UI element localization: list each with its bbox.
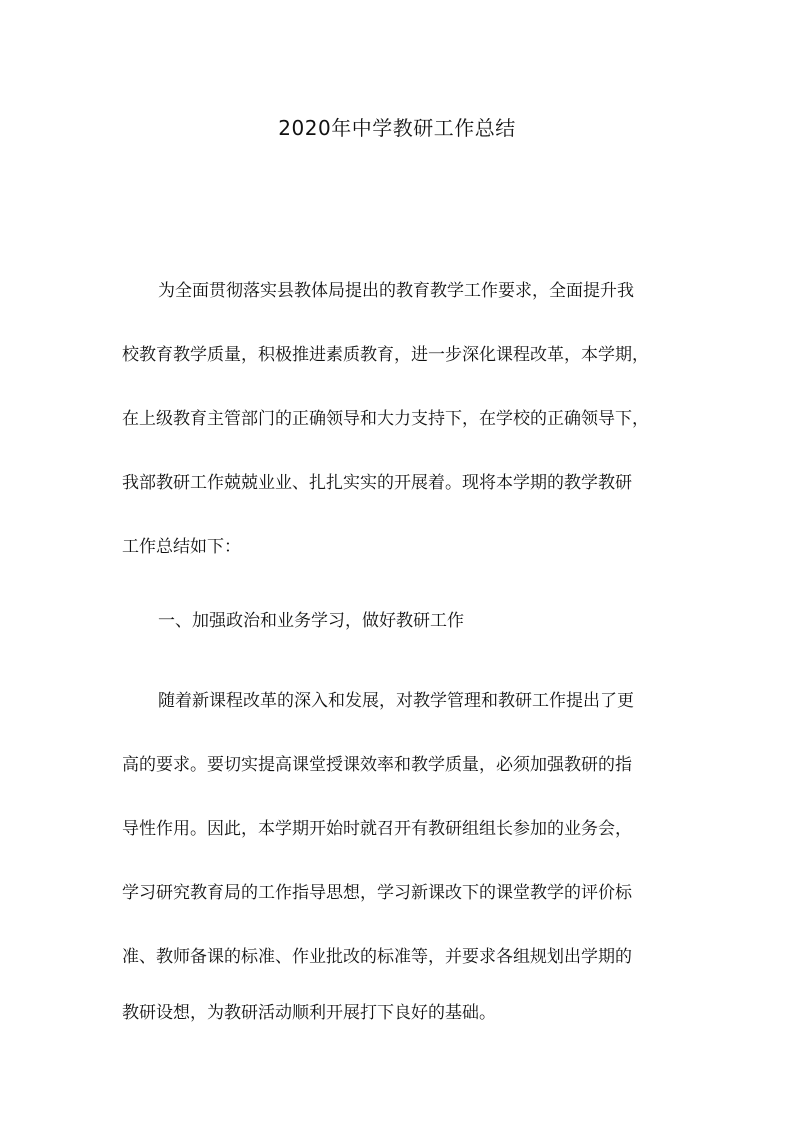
paragraph-2-line-3: 导性作用。因此，本学期开始时就召开有教研组组长参加的业务会，: [122, 819, 632, 839]
paragraph-1-line-5: 工作总结如下：: [122, 537, 241, 557]
paragraph-2-line-2: 高的要求。要切实提高课堂授课效率和教学质量，必须加强教研的指: [122, 755, 632, 775]
paragraph-2-line-5: 准、教师备课的标准、作业批改的标准等，并要求各组规划出学期的: [122, 947, 632, 967]
paragraph-1-line-4: 我部教研工作兢兢业业、扎扎实实的开展着。现将本学期的教学教研: [122, 473, 632, 493]
page-title: 2020年中学教研工作总结: [278, 116, 516, 140]
paragraph-1-line-3: 在上级教育主管部门的正确领导和大力支持下，在学校的正确领导下，: [122, 409, 649, 429]
paragraph-2-line-6: 教研设想，为教研活动顺利开展打下良好的基础。: [122, 1003, 496, 1023]
paragraph-2-line-4: 学习研究教育局的工作指导思想，学习新课改下的课堂教学的评价标: [122, 883, 632, 903]
paragraph-1-line-2: 校教育教学质量，积极推进素质教育，进一步深化课程改革，本学期，: [122, 345, 649, 365]
paragraph-1-line-1: 为全面贯彻落实县教体局提出的教育教学工作要求，全面提升我: [158, 281, 634, 301]
section-heading-1: 一、加强政治和业务学习，做好教研工作: [158, 611, 464, 631]
paragraph-2-line-1: 随着新课程改革的深入和发展，对教学管理和教研工作提出了更: [158, 691, 634, 711]
